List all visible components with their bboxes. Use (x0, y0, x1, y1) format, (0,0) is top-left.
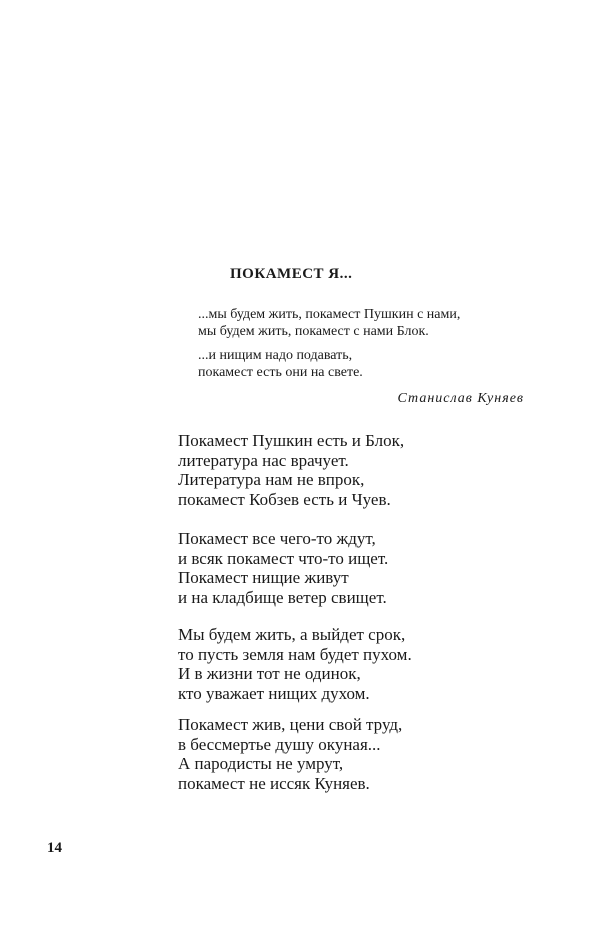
poem-line: Покамест все чего-то ждут, (178, 529, 376, 548)
poem-line: и на кладбище ветер свищет. (178, 587, 387, 607)
poem-line: Покамест жив, цени свой труд, (178, 715, 403, 734)
epigraph-line: ...и нищим надо подавать, (198, 348, 353, 363)
poem-line: то пусть земля нам будет пухом. (178, 644, 412, 664)
page-number: 14 (47, 840, 62, 856)
poem-line: покамест не иссяк Куняев. (178, 773, 370, 793)
epigraph-line: ...мы будем жить, покамест Пушкин с нами, (198, 307, 461, 322)
epigraph-line: покамест есть они на свете. (198, 365, 363, 380)
poem-stanza-4 (178, 715, 402, 793)
poem-stanza-2 (178, 529, 388, 607)
poem-line: А пародисты не умрут, (178, 754, 344, 773)
poem-line: Мы будем жить, а выйдет срок, (178, 625, 406, 644)
poem-stanza-1 (178, 431, 404, 509)
epigraph-author: Станислав Куняев (397, 391, 524, 406)
poem-title: ПОКАМЕСТ Я... (230, 266, 353, 282)
poem-line: литература нас врачует. (178, 450, 349, 470)
poem-line: в бессмертье душу окуная... (178, 734, 381, 754)
poem-line: Покамест Пушкин есть и Блок, (178, 431, 405, 450)
poem-line: Литература нам не впрок, (178, 470, 365, 489)
epigraph-line: мы будем жить, покамест с нами Блок. (198, 324, 429, 339)
poem-line: И в жизни тот не одинок, (178, 664, 361, 683)
poem-line: кто уважает нищих духом. (178, 683, 370, 703)
poem-line: покамест Кобзев есть и Чуев. (178, 489, 391, 509)
poem-line: Покамест нищие живут (178, 568, 349, 587)
epigraph-stanza-1 (198, 306, 460, 340)
poem-stanza-3 (178, 625, 412, 703)
poem-line: и всяк покамест что-то ищет. (178, 548, 389, 568)
epigraph-stanza-2 (198, 347, 363, 381)
